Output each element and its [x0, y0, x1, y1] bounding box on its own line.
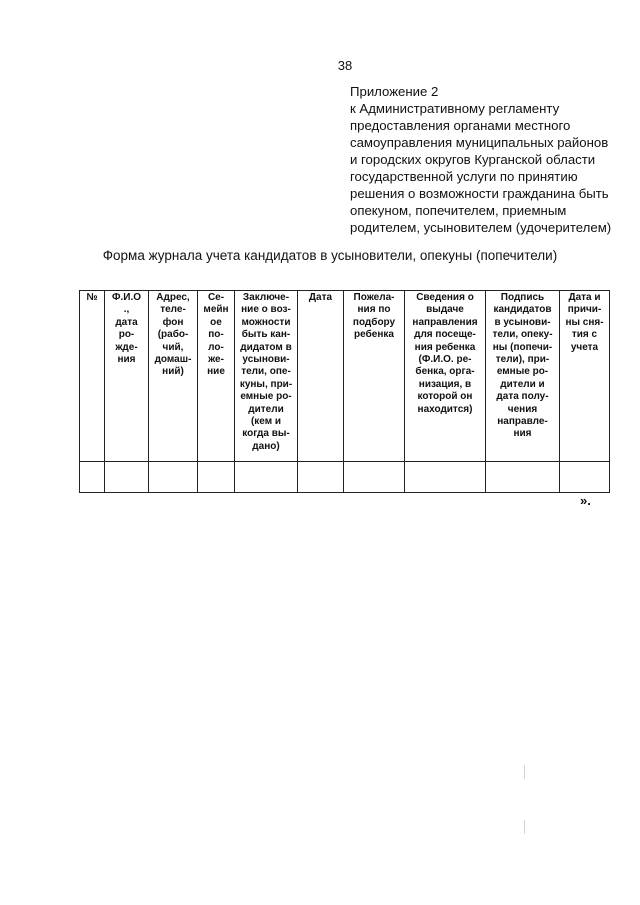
header-cell-conclusion: Заключе- ние о воз- можности быть кан- дидатом в усынови- тели, опе- куны, при- емные ро- дители (кем и когда вы- дано) [235, 291, 298, 462]
closing-quote-mark: ». [580, 493, 591, 508]
appendix-line: решения о возможности гражданина быть [350, 186, 609, 201]
header-cell-child-wishes: Пожела- ния по подбору ребенка [344, 291, 405, 462]
table-cell [560, 462, 610, 493]
appendix-line: самоуправления муниципальных районов [350, 135, 609, 150]
table-cell [486, 462, 560, 493]
table-cell [298, 462, 344, 493]
appendix-header [350, 83, 620, 236]
appendix-line: к Административному регламенту [350, 101, 560, 116]
table-header-row [80, 291, 610, 462]
header-cell-date: Дата [298, 291, 344, 462]
header-cell-removal: Дата и причи- ны сня- тия с учета [560, 291, 610, 462]
header-cell-address-phone: Адрес, теле- фон (рабо- чий, домаш- ний) [149, 291, 198, 462]
table-cell [105, 462, 149, 493]
scan-artifact [524, 820, 525, 834]
table-cell [405, 462, 486, 493]
table-cell [344, 462, 405, 493]
appendix-line: опекуном, попечителем, приемным [350, 203, 567, 218]
journal-table [79, 290, 610, 493]
appendix-line: предоставления органами местного [350, 118, 571, 133]
table-cell [80, 462, 105, 493]
table-row [80, 462, 610, 493]
table-cell [235, 462, 298, 493]
appendix-line: родителем, усыновителем (удочерителем) [350, 220, 612, 235]
appendix-line: Приложение 2 [350, 84, 439, 99]
form-title: Форма журнала учета кандидатов в усыновители, опекуны (попечители) [102, 248, 558, 263]
table-cell [149, 462, 198, 493]
scan-artifact [524, 765, 525, 779]
page-number: 38 [337, 58, 353, 73]
table-cell [198, 462, 235, 493]
header-cell-family-status: Се- мейн ое по- ло- же- ние [198, 291, 235, 462]
header-cell-referral-info: Сведения о выдаче направления для посеще- ния ребенка (Ф.И.О. ре- бенка, орга- низация, в которой он находится) [405, 291, 486, 462]
header-cell-signature: Подпись кандидатов в усынови- тели, опеку- ны (попечи- тели), при- емные ро- дители и дата полу- чения направле- ния [486, 291, 560, 462]
header-cell-number: № [80, 291, 105, 462]
appendix-line: и городских округов Курганской области [350, 152, 596, 167]
appendix-line: государственной услуги по принятию [350, 169, 578, 184]
header-cell-name-birthdate: Ф.И.О ., дата ро- жде- ния [105, 291, 149, 462]
